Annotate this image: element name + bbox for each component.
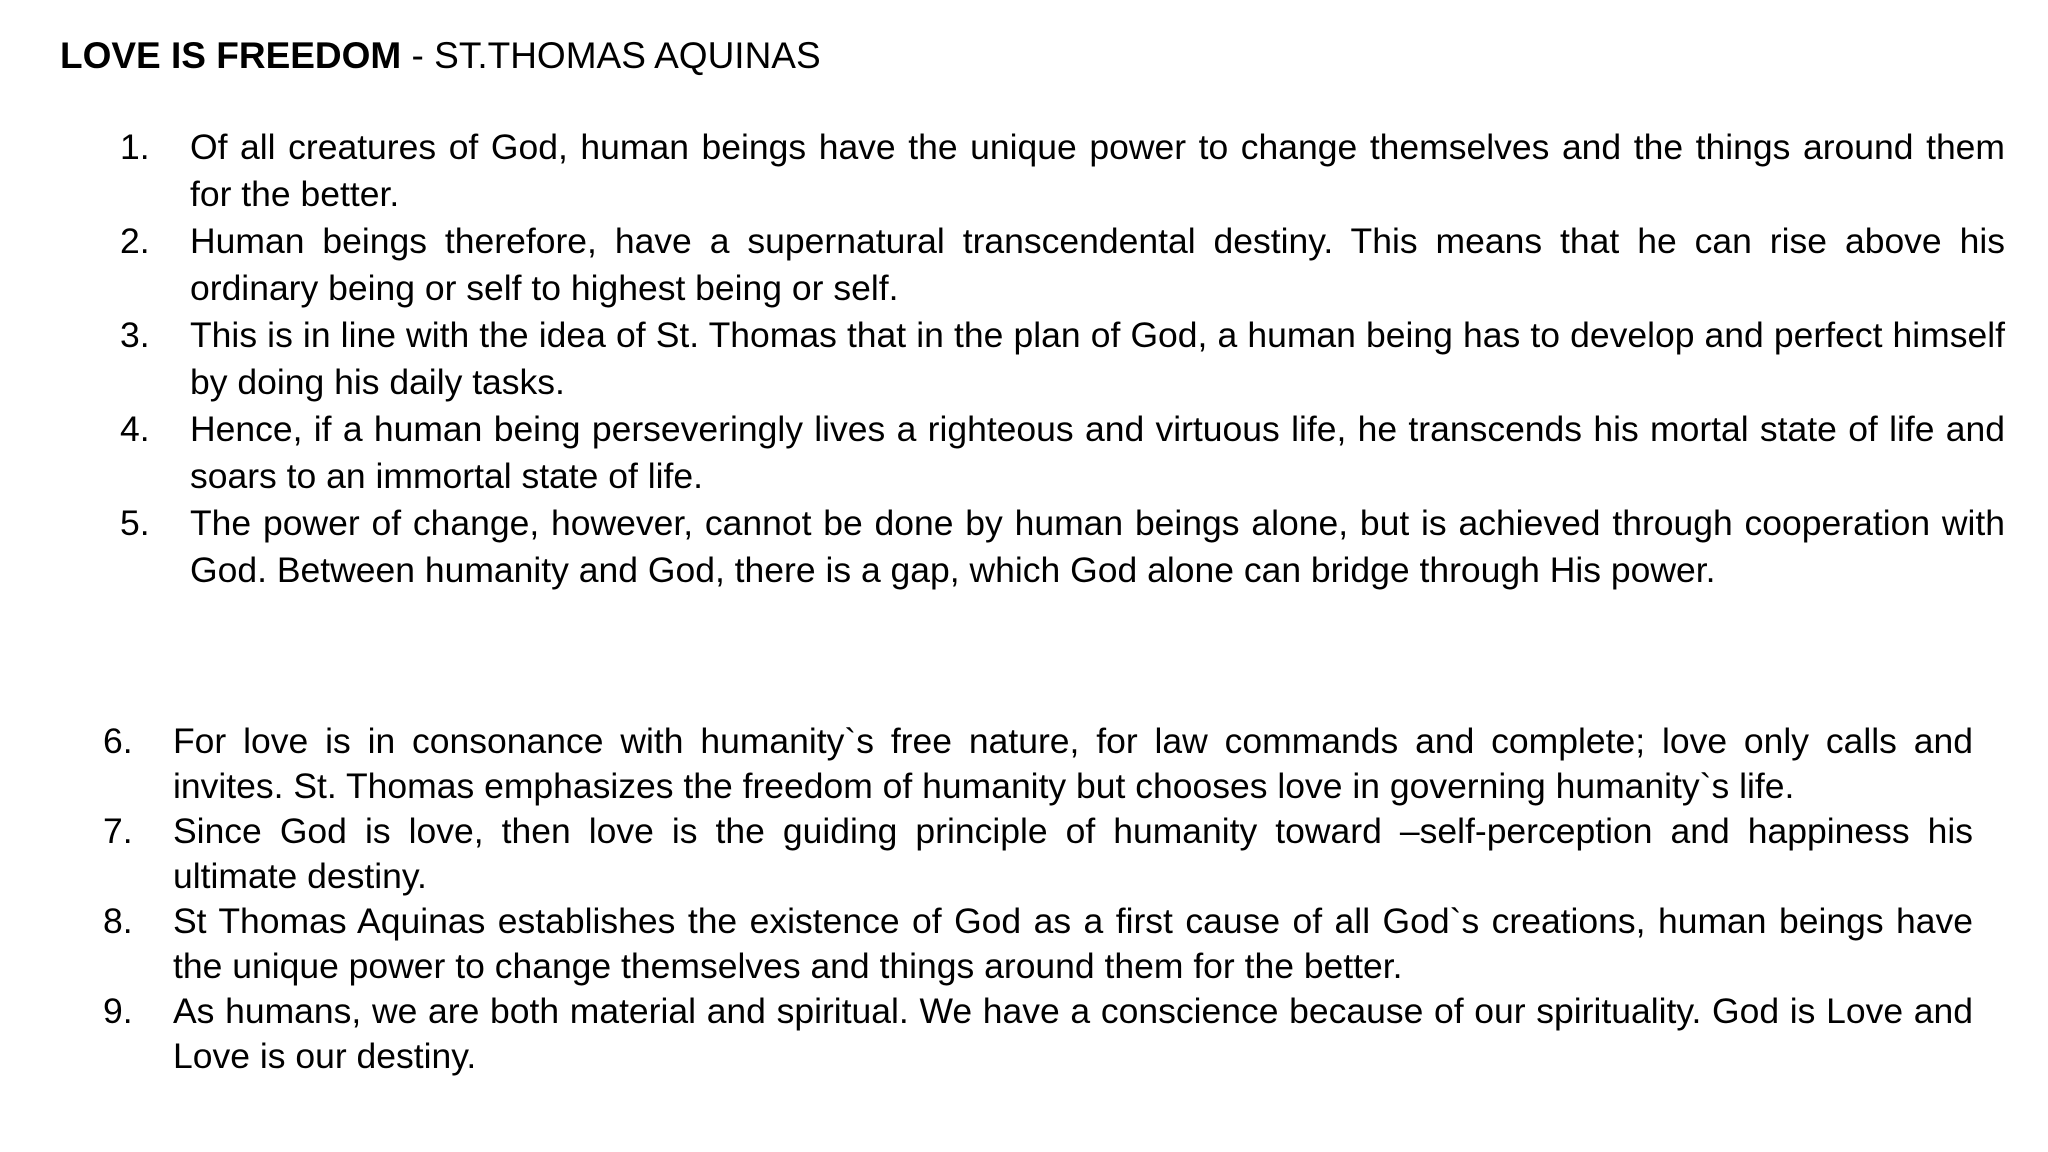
list-item-text: Of all creatures of God, human beings have the unique power to change themselves and the things around them for the better. [190, 127, 2005, 214]
list-item-text: This is in line with the idea of St. Thomas that in the plan of God, a human being has to develop and perfect himself by doing his daily tasks. [190, 315, 2005, 402]
list-item-text: St Thomas Aquinas establishes the existence of God as a first cause of all God`s creations, human beings have the unique power to change themselves and things around them for the better. [173, 901, 1973, 986]
title-rest-text: - ST.THOMAS AQUINAS [401, 35, 821, 76]
list-item-number: 6. [103, 721, 133, 761]
list-item [120, 500, 2005, 594]
list-item-number: 2. [120, 221, 150, 261]
list-item-text: Hence, if a human being perseveringly lives a righteous and virtuous life, he transcends his mortal state of life and soars to an immortal state of life. [190, 409, 2005, 496]
list-item [103, 899, 1973, 989]
list-item-number: 8. [103, 901, 133, 941]
list-item-number: 3. [120, 315, 150, 355]
list-item-number: 5. [120, 503, 150, 543]
list-item-text: As humans, we are both material and spiritual. We have a conscience because of our spirituality. God is Love and Love is our destiny. [173, 991, 1973, 1076]
list-item-text: Human beings therefore, have a supernatural transcendental destiny. This means that he can rise above his ordinary being or self to highest being or self. [190, 221, 2005, 308]
list-item-text: The power of change, however, cannot be done by human beings alone, but is achieved through cooperation with God. Between humanity and God, there is a gap, which God alone can bridge through His power. [190, 503, 2005, 590]
list-item-text: Since God is love, then love is the guiding principle of humanity toward –self-perception and happiness his ultimate destiny. [173, 811, 1973, 896]
list-item [103, 989, 1973, 1079]
list-item-number: 9. [103, 991, 133, 1031]
list-item-text: For love is in consonance with humanity`s free nature, for law commands and complete; love only calls and invites. St. Thomas emphasizes the freedom of humanity but chooses love in governing humanity`s life. [173, 721, 1973, 806]
list-item [120, 406, 2005, 500]
list-item [103, 719, 1973, 809]
list-item [120, 312, 2005, 406]
numbered-list-section-one [120, 124, 2005, 594]
list-item [120, 218, 2005, 312]
list-item [103, 809, 1973, 899]
list-item [120, 124, 2005, 218]
list-item-number: 1. [120, 127, 150, 167]
list-item-number: 7. [103, 811, 133, 851]
document-title [60, 34, 821, 78]
title-bold-text: LOVE IS FREEDOM [60, 35, 402, 76]
list-item-number: 4. [120, 409, 150, 449]
numbered-list-section-two [103, 719, 1973, 1079]
